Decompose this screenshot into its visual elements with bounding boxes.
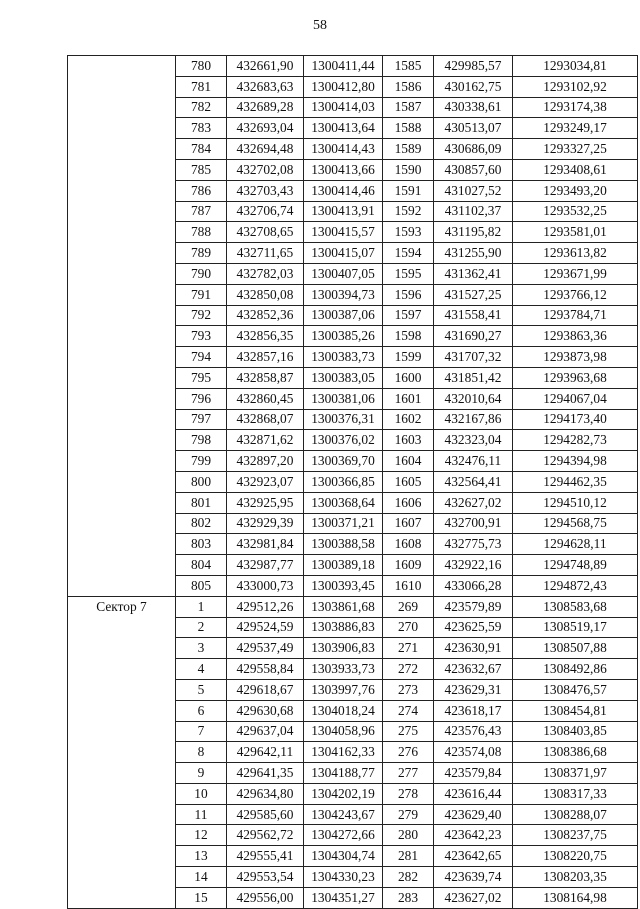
x-coordinate-cell: 423627,02 bbox=[434, 887, 513, 908]
point-number-cell: 789 bbox=[176, 243, 227, 264]
point-number-cell: 4 bbox=[176, 659, 227, 680]
x-coordinate-cell: 432167,86 bbox=[434, 409, 513, 430]
x-coordinate-cell: 432860,45 bbox=[227, 388, 304, 409]
y-coordinate-cell: 1293034,81 bbox=[513, 56, 638, 77]
point-number-cell: 15 bbox=[176, 887, 227, 908]
point-number-cell: 9 bbox=[176, 763, 227, 784]
x-coordinate-cell: 429556,00 bbox=[227, 887, 304, 908]
y-coordinate-cell: 1304018,24 bbox=[304, 700, 383, 721]
x-coordinate-cell: 423629,40 bbox=[434, 804, 513, 825]
point-number-cell: 795 bbox=[176, 367, 227, 388]
point-number-cell: 1587 bbox=[383, 97, 434, 118]
point-number-cell: 1590 bbox=[383, 159, 434, 180]
point-number-cell: 1605 bbox=[383, 471, 434, 492]
point-number-cell: 11 bbox=[176, 804, 227, 825]
x-coordinate-cell: 430162,75 bbox=[434, 76, 513, 97]
point-number-cell: 273 bbox=[383, 679, 434, 700]
x-coordinate-cell: 432683,63 bbox=[227, 76, 304, 97]
coordinates-table-body bbox=[68, 56, 638, 909]
point-number-cell: 780 bbox=[176, 56, 227, 77]
point-number-cell: 1 bbox=[176, 596, 227, 617]
x-coordinate-cell: 432708,65 bbox=[227, 222, 304, 243]
x-coordinate-cell: 432706,74 bbox=[227, 201, 304, 222]
point-number-cell: 6 bbox=[176, 700, 227, 721]
y-coordinate-cell: 1300368,64 bbox=[304, 492, 383, 513]
point-number-cell: 1595 bbox=[383, 263, 434, 284]
x-coordinate-cell: 432929,39 bbox=[227, 513, 304, 534]
y-coordinate-cell: 1294173,40 bbox=[513, 409, 638, 430]
point-number-cell: 1602 bbox=[383, 409, 434, 430]
x-coordinate-cell: 432323,04 bbox=[434, 430, 513, 451]
x-coordinate-cell: 423616,44 bbox=[434, 783, 513, 804]
x-coordinate-cell: 431195,82 bbox=[434, 222, 513, 243]
sector-label bbox=[68, 56, 176, 597]
point-number-cell: 1607 bbox=[383, 513, 434, 534]
y-coordinate-cell: 1303861,68 bbox=[304, 596, 383, 617]
x-coordinate-cell: 431027,52 bbox=[434, 180, 513, 201]
point-number-cell: 12 bbox=[176, 825, 227, 846]
x-coordinate-cell: 423576,43 bbox=[434, 721, 513, 742]
y-coordinate-cell: 1308476,57 bbox=[513, 679, 638, 700]
point-number-cell: 1594 bbox=[383, 243, 434, 264]
y-coordinate-cell: 1300389,18 bbox=[304, 555, 383, 576]
y-coordinate-cell: 1293671,99 bbox=[513, 263, 638, 284]
point-number-cell: 1586 bbox=[383, 76, 434, 97]
point-number-cell: 1598 bbox=[383, 326, 434, 347]
point-number-cell: 8 bbox=[176, 742, 227, 763]
x-coordinate-cell: 430686,09 bbox=[434, 139, 513, 160]
x-coordinate-cell: 423642,23 bbox=[434, 825, 513, 846]
y-coordinate-cell: 1300415,57 bbox=[304, 222, 383, 243]
y-coordinate-cell: 1300366,85 bbox=[304, 471, 383, 492]
y-coordinate-cell: 1300371,21 bbox=[304, 513, 383, 534]
point-number-cell: 784 bbox=[176, 139, 227, 160]
point-number-cell: 1599 bbox=[383, 347, 434, 368]
point-number-cell: 805 bbox=[176, 575, 227, 596]
y-coordinate-cell: 1293784,71 bbox=[513, 305, 638, 326]
point-number-cell: 1608 bbox=[383, 534, 434, 555]
point-number-cell: 783 bbox=[176, 118, 227, 139]
x-coordinate-cell: 423642,65 bbox=[434, 846, 513, 867]
x-coordinate-cell: 429618,67 bbox=[227, 679, 304, 700]
y-coordinate-cell: 1300414,43 bbox=[304, 139, 383, 160]
point-number-cell: 1597 bbox=[383, 305, 434, 326]
point-number-cell: 798 bbox=[176, 430, 227, 451]
y-coordinate-cell: 1304162,33 bbox=[304, 742, 383, 763]
x-coordinate-cell: 431690,27 bbox=[434, 326, 513, 347]
x-coordinate-cell: 429642,11 bbox=[227, 742, 304, 763]
table-row bbox=[68, 596, 638, 617]
point-number-cell: 1601 bbox=[383, 388, 434, 409]
y-coordinate-cell: 1293408,61 bbox=[513, 159, 638, 180]
x-coordinate-cell: 423579,84 bbox=[434, 763, 513, 784]
x-coordinate-cell: 429553,54 bbox=[227, 867, 304, 888]
x-coordinate-cell: 432981,84 bbox=[227, 534, 304, 555]
x-coordinate-cell: 429985,57 bbox=[434, 56, 513, 77]
x-coordinate-cell: 432856,35 bbox=[227, 326, 304, 347]
point-number-cell: 2 bbox=[176, 617, 227, 638]
x-coordinate-cell: 430338,61 bbox=[434, 97, 513, 118]
point-number-cell: 782 bbox=[176, 97, 227, 118]
y-coordinate-cell: 1293581,01 bbox=[513, 222, 638, 243]
x-coordinate-cell: 432987,77 bbox=[227, 555, 304, 576]
point-number-cell: 272 bbox=[383, 659, 434, 680]
x-coordinate-cell: 432857,16 bbox=[227, 347, 304, 368]
y-coordinate-cell: 1293963,68 bbox=[513, 367, 638, 388]
y-coordinate-cell: 1308519,17 bbox=[513, 617, 638, 638]
y-coordinate-cell: 1308507,88 bbox=[513, 638, 638, 659]
point-number-cell: 1596 bbox=[383, 284, 434, 305]
y-coordinate-cell: 1303906,83 bbox=[304, 638, 383, 659]
y-coordinate-cell: 1293102,92 bbox=[513, 76, 638, 97]
y-coordinate-cell: 1304202,19 bbox=[304, 783, 383, 804]
point-number-cell: 801 bbox=[176, 492, 227, 513]
point-number-cell: 803 bbox=[176, 534, 227, 555]
x-coordinate-cell: 432693,04 bbox=[227, 118, 304, 139]
point-number-cell: 282 bbox=[383, 867, 434, 888]
y-coordinate-cell: 1293249,17 bbox=[513, 118, 638, 139]
x-coordinate-cell: 423625,59 bbox=[434, 617, 513, 638]
x-coordinate-cell: 431558,41 bbox=[434, 305, 513, 326]
x-coordinate-cell: 432702,08 bbox=[227, 159, 304, 180]
y-coordinate-cell: 1308317,33 bbox=[513, 783, 638, 804]
point-number-cell: 277 bbox=[383, 763, 434, 784]
point-number-cell: 796 bbox=[176, 388, 227, 409]
point-number-cell: 1610 bbox=[383, 575, 434, 596]
x-coordinate-cell: 431527,25 bbox=[434, 284, 513, 305]
y-coordinate-cell: 1300387,06 bbox=[304, 305, 383, 326]
y-coordinate-cell: 1303997,76 bbox=[304, 679, 383, 700]
y-coordinate-cell: 1294568,75 bbox=[513, 513, 638, 534]
point-number-cell: 785 bbox=[176, 159, 227, 180]
y-coordinate-cell: 1300411,44 bbox=[304, 56, 383, 77]
point-number-cell: 1589 bbox=[383, 139, 434, 160]
y-coordinate-cell: 1308220,75 bbox=[513, 846, 638, 867]
point-number-cell: 1609 bbox=[383, 555, 434, 576]
point-number-cell: 1592 bbox=[383, 201, 434, 222]
y-coordinate-cell: 1293766,12 bbox=[513, 284, 638, 305]
y-coordinate-cell: 1308454,81 bbox=[513, 700, 638, 721]
point-number-cell: 279 bbox=[383, 804, 434, 825]
sector-label: Сектор 7 bbox=[68, 596, 176, 908]
x-coordinate-cell: 433066,28 bbox=[434, 575, 513, 596]
point-number-cell: 800 bbox=[176, 471, 227, 492]
x-coordinate-cell: 432476,11 bbox=[434, 451, 513, 472]
x-coordinate-cell: 432703,43 bbox=[227, 180, 304, 201]
point-number-cell: 797 bbox=[176, 409, 227, 430]
x-coordinate-cell: 432010,64 bbox=[434, 388, 513, 409]
y-coordinate-cell: 1308288,07 bbox=[513, 804, 638, 825]
point-number-cell: 790 bbox=[176, 263, 227, 284]
y-coordinate-cell: 1293863,36 bbox=[513, 326, 638, 347]
point-number-cell: 1588 bbox=[383, 118, 434, 139]
y-coordinate-cell: 1293174,38 bbox=[513, 97, 638, 118]
point-number-cell: 276 bbox=[383, 742, 434, 763]
point-number-cell: 270 bbox=[383, 617, 434, 638]
x-coordinate-cell: 429585,60 bbox=[227, 804, 304, 825]
x-coordinate-cell: 431707,32 bbox=[434, 347, 513, 368]
x-coordinate-cell: 423630,91 bbox=[434, 638, 513, 659]
x-coordinate-cell: 432564,41 bbox=[434, 471, 513, 492]
x-coordinate-cell: 423574,08 bbox=[434, 742, 513, 763]
x-coordinate-cell: 431255,90 bbox=[434, 243, 513, 264]
x-coordinate-cell: 423629,31 bbox=[434, 679, 513, 700]
point-number-cell: 1585 bbox=[383, 56, 434, 77]
y-coordinate-cell: 1304058,96 bbox=[304, 721, 383, 742]
x-coordinate-cell: 432775,73 bbox=[434, 534, 513, 555]
table-row bbox=[68, 56, 638, 77]
point-number-cell: 7 bbox=[176, 721, 227, 742]
point-number-cell: 799 bbox=[176, 451, 227, 472]
x-coordinate-cell: 432782,03 bbox=[227, 263, 304, 284]
point-number-cell: 802 bbox=[176, 513, 227, 534]
x-coordinate-cell: 432689,28 bbox=[227, 97, 304, 118]
x-coordinate-cell: 429641,35 bbox=[227, 763, 304, 784]
x-coordinate-cell: 432868,07 bbox=[227, 409, 304, 430]
x-coordinate-cell: 430857,60 bbox=[434, 159, 513, 180]
y-coordinate-cell: 1294394,98 bbox=[513, 451, 638, 472]
x-coordinate-cell: 429562,72 bbox=[227, 825, 304, 846]
point-number-cell: 1591 bbox=[383, 180, 434, 201]
x-coordinate-cell: 429524,59 bbox=[227, 617, 304, 638]
x-coordinate-cell: 432852,36 bbox=[227, 305, 304, 326]
y-coordinate-cell: 1300383,73 bbox=[304, 347, 383, 368]
y-coordinate-cell: 1294748,89 bbox=[513, 555, 638, 576]
x-coordinate-cell: 423618,17 bbox=[434, 700, 513, 721]
y-coordinate-cell: 1294462,35 bbox=[513, 471, 638, 492]
x-coordinate-cell: 429634,80 bbox=[227, 783, 304, 804]
page-number: 58 bbox=[313, 18, 327, 33]
x-coordinate-cell: 432694,48 bbox=[227, 139, 304, 160]
x-coordinate-cell: 423579,89 bbox=[434, 596, 513, 617]
x-coordinate-cell: 432661,90 bbox=[227, 56, 304, 77]
x-coordinate-cell: 431362,41 bbox=[434, 263, 513, 284]
y-coordinate-cell: 1308237,75 bbox=[513, 825, 638, 846]
point-number-cell: 1606 bbox=[383, 492, 434, 513]
point-number-cell: 278 bbox=[383, 783, 434, 804]
point-number-cell: 793 bbox=[176, 326, 227, 347]
y-coordinate-cell: 1294872,43 bbox=[513, 575, 638, 596]
y-coordinate-cell: 1308371,97 bbox=[513, 763, 638, 784]
x-coordinate-cell: 429630,68 bbox=[227, 700, 304, 721]
point-number-cell: 794 bbox=[176, 347, 227, 368]
y-coordinate-cell: 1300385,26 bbox=[304, 326, 383, 347]
y-coordinate-cell: 1304272,66 bbox=[304, 825, 383, 846]
x-coordinate-cell: 429637,04 bbox=[227, 721, 304, 742]
y-coordinate-cell: 1293532,25 bbox=[513, 201, 638, 222]
x-coordinate-cell: 423639,74 bbox=[434, 867, 513, 888]
x-coordinate-cell: 429558,84 bbox=[227, 659, 304, 680]
x-coordinate-cell: 432897,20 bbox=[227, 451, 304, 472]
y-coordinate-cell: 1300413,64 bbox=[304, 118, 383, 139]
point-number-cell: 281 bbox=[383, 846, 434, 867]
y-coordinate-cell: 1303933,73 bbox=[304, 659, 383, 680]
x-coordinate-cell: 432922,16 bbox=[434, 555, 513, 576]
y-coordinate-cell: 1304188,77 bbox=[304, 763, 383, 784]
point-number-cell: 787 bbox=[176, 201, 227, 222]
y-coordinate-cell: 1293327,25 bbox=[513, 139, 638, 160]
x-coordinate-cell: 432925,95 bbox=[227, 492, 304, 513]
y-coordinate-cell: 1294282,73 bbox=[513, 430, 638, 451]
y-coordinate-cell: 1303886,83 bbox=[304, 617, 383, 638]
y-coordinate-cell: 1300388,58 bbox=[304, 534, 383, 555]
point-number-cell: 1600 bbox=[383, 367, 434, 388]
y-coordinate-cell: 1308403,85 bbox=[513, 721, 638, 742]
coordinates-table bbox=[67, 55, 638, 909]
x-coordinate-cell: 431851,42 bbox=[434, 367, 513, 388]
y-coordinate-cell: 1300394,73 bbox=[304, 284, 383, 305]
x-coordinate-cell: 433000,73 bbox=[227, 575, 304, 596]
x-coordinate-cell: 431102,37 bbox=[434, 201, 513, 222]
point-number-cell: 13 bbox=[176, 846, 227, 867]
point-number-cell: 788 bbox=[176, 222, 227, 243]
y-coordinate-cell: 1304304,74 bbox=[304, 846, 383, 867]
x-coordinate-cell: 432871,62 bbox=[227, 430, 304, 451]
x-coordinate-cell: 432627,02 bbox=[434, 492, 513, 513]
y-coordinate-cell: 1300413,66 bbox=[304, 159, 383, 180]
x-coordinate-cell: 432711,65 bbox=[227, 243, 304, 264]
point-number-cell: 804 bbox=[176, 555, 227, 576]
y-coordinate-cell: 1300415,07 bbox=[304, 243, 383, 264]
y-coordinate-cell: 1300393,45 bbox=[304, 575, 383, 596]
point-number-cell: 283 bbox=[383, 887, 434, 908]
point-number-cell: 269 bbox=[383, 596, 434, 617]
y-coordinate-cell: 1300383,05 bbox=[304, 367, 383, 388]
x-coordinate-cell: 429555,41 bbox=[227, 846, 304, 867]
y-coordinate-cell: 1300407,05 bbox=[304, 263, 383, 284]
x-coordinate-cell: 423632,67 bbox=[434, 659, 513, 680]
x-coordinate-cell: 429512,26 bbox=[227, 596, 304, 617]
point-number-cell: 1593 bbox=[383, 222, 434, 243]
x-coordinate-cell: 432923,07 bbox=[227, 471, 304, 492]
point-number-cell: 14 bbox=[176, 867, 227, 888]
y-coordinate-cell: 1300376,31 bbox=[304, 409, 383, 430]
point-number-cell: 3 bbox=[176, 638, 227, 659]
point-number-cell: 5 bbox=[176, 679, 227, 700]
point-number-cell: 271 bbox=[383, 638, 434, 659]
point-number-cell: 792 bbox=[176, 305, 227, 326]
point-number-cell: 1603 bbox=[383, 430, 434, 451]
point-number-cell: 274 bbox=[383, 700, 434, 721]
point-number-cell: 786 bbox=[176, 180, 227, 201]
y-coordinate-cell: 1308386,68 bbox=[513, 742, 638, 763]
y-coordinate-cell: 1300414,46 bbox=[304, 180, 383, 201]
y-coordinate-cell: 1294067,04 bbox=[513, 388, 638, 409]
y-coordinate-cell: 1304351,27 bbox=[304, 887, 383, 908]
y-coordinate-cell: 1300413,91 bbox=[304, 201, 383, 222]
x-coordinate-cell: 430513,07 bbox=[434, 118, 513, 139]
x-coordinate-cell: 432850,08 bbox=[227, 284, 304, 305]
y-coordinate-cell: 1304330,23 bbox=[304, 867, 383, 888]
point-number-cell: 791 bbox=[176, 284, 227, 305]
y-coordinate-cell: 1300369,70 bbox=[304, 451, 383, 472]
y-coordinate-cell: 1294628,11 bbox=[513, 534, 638, 555]
point-number-cell: 280 bbox=[383, 825, 434, 846]
point-number-cell: 275 bbox=[383, 721, 434, 742]
point-number-cell: 10 bbox=[176, 783, 227, 804]
point-number-cell: 1604 bbox=[383, 451, 434, 472]
y-coordinate-cell: 1308164,98 bbox=[513, 887, 638, 908]
y-coordinate-cell: 1304243,67 bbox=[304, 804, 383, 825]
y-coordinate-cell: 1293873,98 bbox=[513, 347, 638, 368]
x-coordinate-cell: 432858,87 bbox=[227, 367, 304, 388]
y-coordinate-cell: 1308203,35 bbox=[513, 867, 638, 888]
x-coordinate-cell: 429537,49 bbox=[227, 638, 304, 659]
y-coordinate-cell: 1294510,12 bbox=[513, 492, 638, 513]
y-coordinate-cell: 1300381,06 bbox=[304, 388, 383, 409]
y-coordinate-cell: 1308492,86 bbox=[513, 659, 638, 680]
y-coordinate-cell: 1293493,20 bbox=[513, 180, 638, 201]
y-coordinate-cell: 1293613,82 bbox=[513, 243, 638, 264]
point-number-cell: 781 bbox=[176, 76, 227, 97]
x-coordinate-cell: 432700,91 bbox=[434, 513, 513, 534]
y-coordinate-cell: 1308583,68 bbox=[513, 596, 638, 617]
y-coordinate-cell: 1300414,03 bbox=[304, 97, 383, 118]
y-coordinate-cell: 1300376,02 bbox=[304, 430, 383, 451]
y-coordinate-cell: 1300412,80 bbox=[304, 76, 383, 97]
